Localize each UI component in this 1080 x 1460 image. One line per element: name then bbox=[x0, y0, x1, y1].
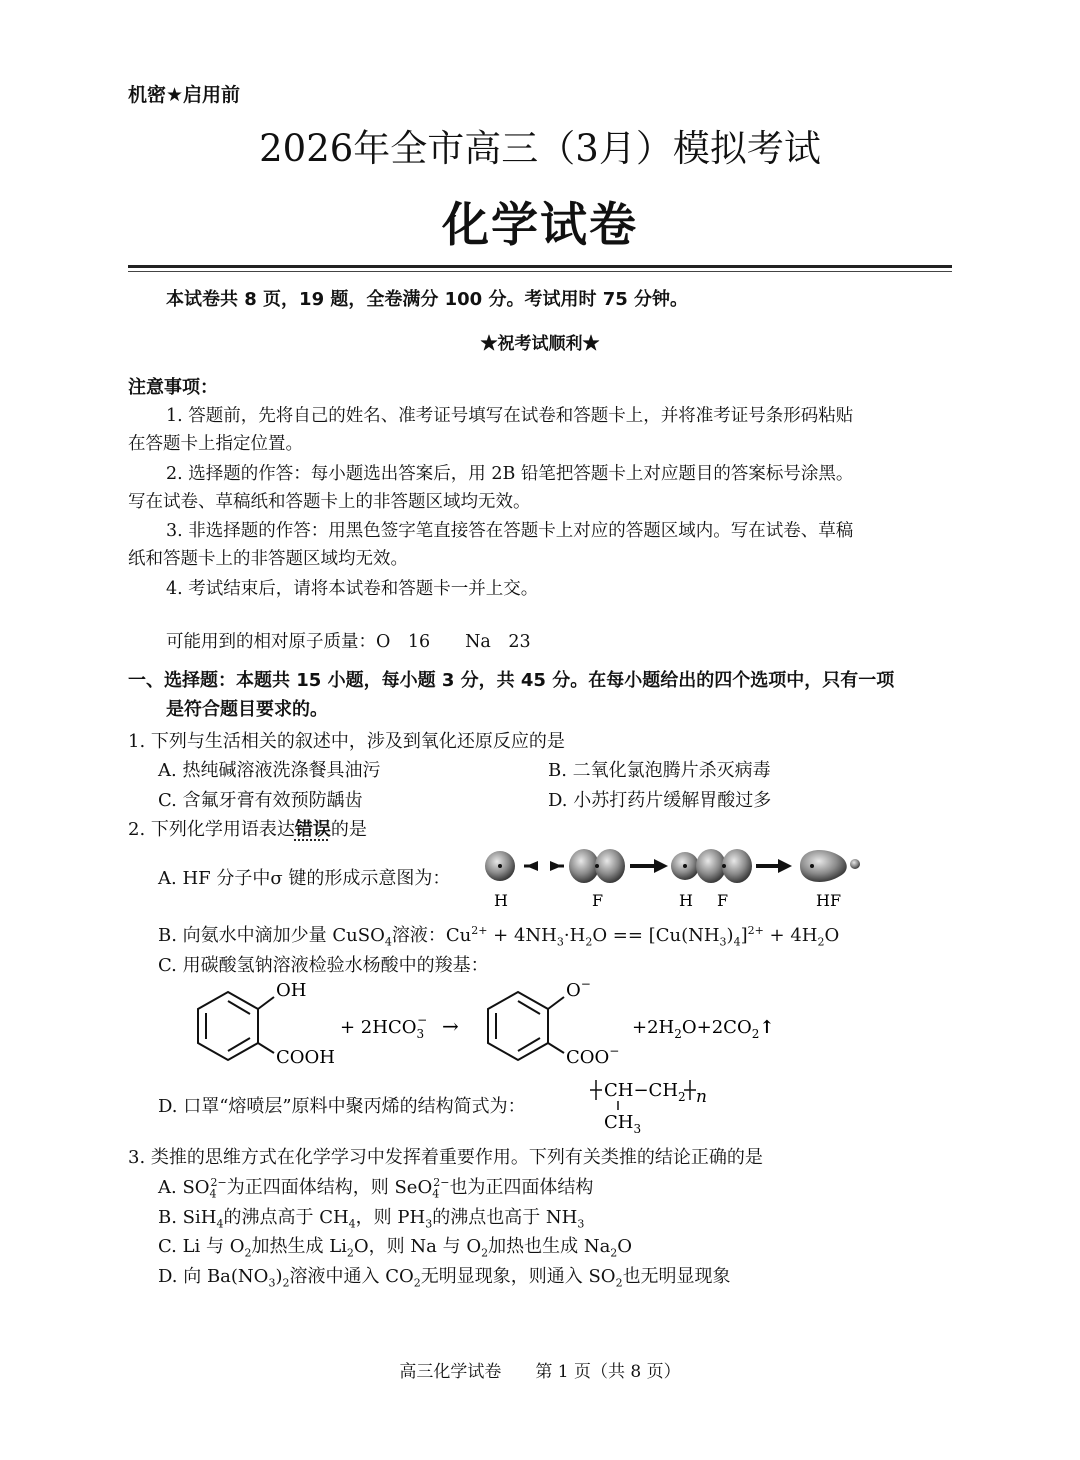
question-2-option-d: D. 口罩“熔喷层”原料中聚丙烯的结构简式为： bbox=[158, 1096, 526, 1117]
question-2-option-a: A. HF 分子中σ 键的形成示意图为： bbox=[158, 868, 451, 889]
question-1-stem: 1. 下列与生活相关的叙述中，涉及到氧化还原反应的是 bbox=[128, 731, 565, 752]
methyl-branch: $CH_3$ bbox=[604, 1112, 642, 1134]
label-f: F bbox=[592, 891, 604, 910]
question-3-option-c: C. Li 与 $O_2$加热生成 $Li_2O$，则 Na 与 $O_2$加热也生成 $Na_2O$ bbox=[158, 1236, 633, 1260]
question-2-stem-end: 的是 bbox=[330, 819, 367, 840]
question-2-stem bbox=[128, 815, 367, 841]
question-2-option-c: C. 用碳酸氢钠溶液检验水杨酸中的羧基： bbox=[158, 955, 489, 976]
f-p-orbital-lobe-2 bbox=[595, 849, 625, 883]
notice-item-4: 4. 考试结束后，请将本试卷和答题卡一并上交。 bbox=[166, 579, 539, 599]
reaction-products: $+2H_2O+2CO_2↑$ bbox=[632, 1017, 775, 1041]
question-3-option-b: B. SiH$_4$的沸点高于 $CH_4$，则 $PH_3$的沸点也高于 $NH_3$ bbox=[158, 1207, 585, 1231]
phenoxide-group: O− bbox=[566, 977, 591, 1001]
question-3-option-d: D. 向 $Ba(NO_3)_2$溶液中通入 $CO_2$无明显现象，则通入 $SO_2$也无明显现象 bbox=[158, 1266, 731, 1290]
subject-title: 化学试卷 bbox=[442, 198, 638, 253]
question-1-option-b: B. 二氧化氯泡腾片杀灭病毒 bbox=[548, 760, 771, 781]
polypropylene-structure bbox=[586, 1072, 716, 1134]
confidential-label: 机密★启用前 bbox=[128, 84, 241, 106]
notice-item-2: 2. 选择题的作答：每小题选出答案后，用 2B 铅笔把答题卡上对应题目的答案标号涂黑。 bbox=[166, 464, 854, 484]
orbital-overlap-diagram bbox=[478, 842, 868, 912]
exam-title: 2026年全市高三（3月）模拟考试 bbox=[259, 127, 821, 170]
benzene-ring-reactant bbox=[198, 992, 274, 1060]
label-hf: HF bbox=[816, 891, 842, 910]
notice-item-2-cont: 写在试卷、草稿纸和答题卡上的非答题区域均无效。 bbox=[128, 492, 531, 512]
notice-item-3: 3. 非选择题的作答：用黑色签字笔直接答在答题卡上对应的答题区域内。写在试卷、草稿 bbox=[166, 521, 854, 541]
arrow-right-icon bbox=[654, 859, 668, 873]
polymer-n: n bbox=[696, 1087, 707, 1107]
f-orbital-approach-2 bbox=[722, 849, 752, 883]
title-divider bbox=[128, 265, 952, 268]
question-2-option-b: B. 向氨水中滴加少量 CuSO$_4$溶液：$Cu^{2+} + 4NH_3\cdot H_2O == [Cu(NH_3)_4]^{2+} + 4H_2O$ bbox=[158, 924, 840, 949]
notice-item-1-cont: 在答题卡上指定位置。 bbox=[128, 434, 303, 454]
atomic-mass-note: 可能用到的相对原子质量：O 16 Na 23 bbox=[166, 632, 531, 652]
question-3-option-a: A. $SO_4^{2-}$为正四面体结构，则 SeO$_4^{2-}$也为正四面体结构 bbox=[158, 1176, 594, 1201]
good-luck-banner: ★祝考试顺利★ bbox=[480, 334, 600, 354]
salicylic-acid-reaction bbox=[180, 975, 820, 1075]
page-footer: 高三化学试卷 第 1 页（共 8 页） bbox=[399, 1362, 681, 1382]
label-h-2: H bbox=[679, 891, 693, 910]
title-divider-thin bbox=[128, 271, 952, 272]
question-2-emphasis: 错误 bbox=[294, 819, 331, 840]
section-1-heading-cont: 是符合题目要求的。 bbox=[166, 699, 328, 720]
question-3-stem: 3. 类推的思维方式在化学学习中发挥着重要作用。下列有关类推的结论正确的是 bbox=[128, 1147, 763, 1168]
benzene-ring-product bbox=[488, 992, 564, 1060]
hf-small-lobe bbox=[850, 859, 860, 869]
carboxylate-group: COO− bbox=[566, 1044, 620, 1068]
cooh-group: COOH bbox=[276, 1047, 335, 1068]
polymer-chain: $CH-CH_2$ bbox=[604, 1080, 686, 1104]
label-f-2: F bbox=[717, 891, 729, 910]
f-orbital-approach-1 bbox=[696, 849, 726, 883]
label-h: H bbox=[494, 891, 508, 910]
reaction-arrow-icon: → bbox=[442, 1014, 459, 1038]
h-nucleus bbox=[498, 864, 502, 868]
question-1-option-a: A. 热纯碱溶液洗涤餐具油污 bbox=[158, 760, 381, 781]
question-1-option-c: C. 含氟牙膏有效预防龋齿 bbox=[158, 790, 363, 811]
notice-item-3-cont: 纸和答题卡上的非答题区域均无效。 bbox=[128, 549, 408, 569]
f-p-orbital-lobe-1 bbox=[569, 849, 599, 883]
notice-heading: 注意事项： bbox=[128, 377, 218, 398]
notice-item-1: 1. 答题前，先将自己的姓名、准考证号填写在试卷和答题卡上，并将准考证号条形码粘贴 bbox=[166, 406, 854, 426]
hf-sigma-bond-orbital bbox=[800, 850, 847, 882]
oh-group: OH bbox=[276, 980, 307, 1001]
arrow-right-icon bbox=[778, 859, 792, 873]
bicarbonate-reagent: + $2HCO_3-$ bbox=[340, 1013, 428, 1041]
question-2-stem-text: 2. 下列化学用语表达 bbox=[128, 819, 295, 840]
question-1-option-d: D. 小苏打药片缓解胃酸过多 bbox=[548, 790, 772, 811]
section-1-heading: 一、选择题：本题共 15 小题，每小题 3 分，共 45 分。在每小题给出的四个选项中，只有一项 bbox=[128, 670, 895, 691]
exam-intro: 本试卷共 8 页，19 题，全卷满分 100 分。考试用时 75 分钟。 bbox=[166, 289, 689, 310]
